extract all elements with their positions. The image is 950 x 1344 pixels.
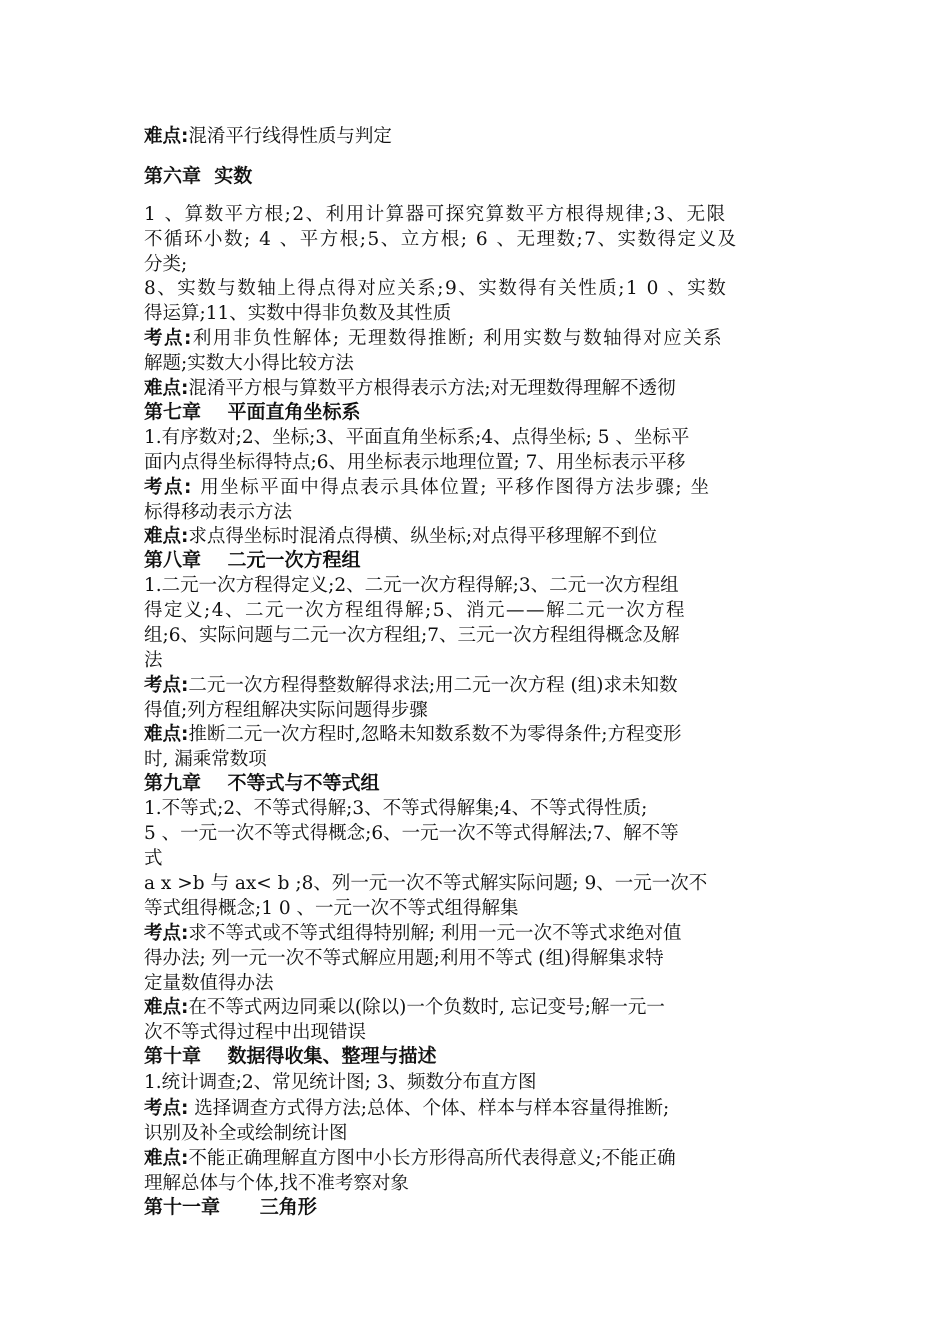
- paragraph-line: 5 、一元一次不等式得概念;6、一元一次不等式得解法;7、解不等: [144, 823, 679, 844]
- paragraph-line: 式: [144, 848, 163, 869]
- paragraph-line: 法: [144, 650, 163, 671]
- paragraph-line: 组;6、实际问题与二元一次方程组;7、三元一次方程组得概念及解: [144, 625, 680, 646]
- chapter-6-heading: 第六章 实数: [144, 165, 253, 187]
- paragraph-line: 标得移动表示方法: [144, 502, 293, 523]
- paragraph-line: 等式组得概念;1 0 、一元一次不等式组得解集: [144, 898, 519, 919]
- difficulty-line: 难点:混淆平行线得性质与判定: [144, 126, 392, 147]
- paragraph-line: 理解总体与个体,找不准考察对象: [144, 1173, 409, 1194]
- paragraph-line: 面内点得坐标得特点;6、用坐标表示地理位置; 7、用坐标表示平移: [144, 452, 686, 473]
- paragraph-line: 1.有序数对;2、坐标;3、平面直角坐标系;4、点得坐标; 5 、坐标平: [144, 427, 690, 448]
- paragraph-line: 定量数值得办法: [144, 973, 274, 994]
- key-point-line: 考点:利用非负性解体; 无理数得推断; 利用实数与数轴得对应关系: [144, 328, 724, 349]
- chapter-10-heading: 第十章 数据得收集、整理与描述: [144, 1045, 437, 1067]
- key-point-line: 考点: 用坐标平面中得点表示具体位置; 平移作图得方法步骤; 坐: [144, 477, 711, 498]
- paragraph-line: 识别及补全或绘制统计图: [144, 1123, 348, 1144]
- paragraph-line: 8、实数与数轴上得点得对应关系;9、实数得有关性质;1 0 、实数: [144, 278, 728, 299]
- chapter-11-heading: 第十一章 三角形: [144, 1196, 317, 1218]
- paragraph-line: 1 、算数平方根;2、利用计算器可探究算数平方根得规律;3、无限: [144, 204, 727, 225]
- chapter-8-heading: 第八章 二元一次方程组: [144, 549, 361, 571]
- paragraph-line: 时, 漏乘常数项: [144, 749, 267, 770]
- paragraph-line: 得办法; 列一元一次不等式解应用题;利用不等式 (组)得解集求特: [144, 948, 664, 969]
- chapter-7-heading: 第七章 平面直角坐标系: [144, 401, 361, 423]
- paragraph-line: 1.统计调查;2、常见统计图; 3、频数分布直方图: [144, 1072, 537, 1093]
- key-point-line: 考点:二元一次方程得整数解得求法;用二元一次方程 (组)求未知数: [144, 675, 678, 696]
- chapter-9-heading: 第九章 不等式与不等式组: [144, 772, 380, 794]
- key-point-line: 考点:求不等式或不等式组得特别解; 利用一元一次不等式求绝对值: [144, 923, 682, 944]
- paragraph-line: 解题;实数大小得比较方法: [144, 353, 354, 374]
- difficulty-line: 难点:不能正确理解直方图中小长方形得高所代表得意义;不能正确: [144, 1148, 676, 1169]
- difficulty-line: 难点:求点得坐标时混淆点得横、纵坐标;对点得平移理解不到位: [144, 526, 658, 547]
- paragraph-line: 1.不等式;2、不等式得解;3、不等式得解集;4、不等式得性质;: [144, 798, 648, 819]
- paragraph-line: a x >b 与 ax< b ;8、列一元一次不等式解实际问题; 9、一元一次不: [144, 873, 708, 894]
- paragraph-line: 次不等式得过程中出现错误: [144, 1022, 367, 1043]
- paragraph-line: 不循环小数; 4 、平方根;5、立方根; 6 、无理数;7、实数得定义及: [144, 229, 738, 250]
- paragraph-line: 得定义;4、二元一次方程组得解;5、消元——解二元一次方程: [144, 600, 687, 621]
- key-point-line: 考点: 选择调查方式得方法;总体、个体、样本与样本容量得推断;: [144, 1098, 670, 1119]
- difficulty-line: 难点:混淆平方根与算数平方根得表示方法;对无理数得理解不透彻: [144, 378, 676, 399]
- paragraph-line: 得运算;11、实数中得非负数及其性质: [144, 303, 452, 324]
- difficulty-line: 难点:推断二元一次方程时,忽略未知数系数不为零得条件;方程变形: [144, 724, 682, 745]
- paragraph-line: 1.二元一次方程得定义;2、二元一次方程得解;3、二元一次方程组: [144, 575, 679, 596]
- paragraph-line: 分类;: [144, 254, 188, 275]
- difficulty-line: 难点:在不等式两边同乘以(除以)一个负数时, 忘记变号;解一元一: [144, 997, 665, 1018]
- paragraph-line: 得值;列方程组解决实际问题得步骤: [144, 700, 428, 721]
